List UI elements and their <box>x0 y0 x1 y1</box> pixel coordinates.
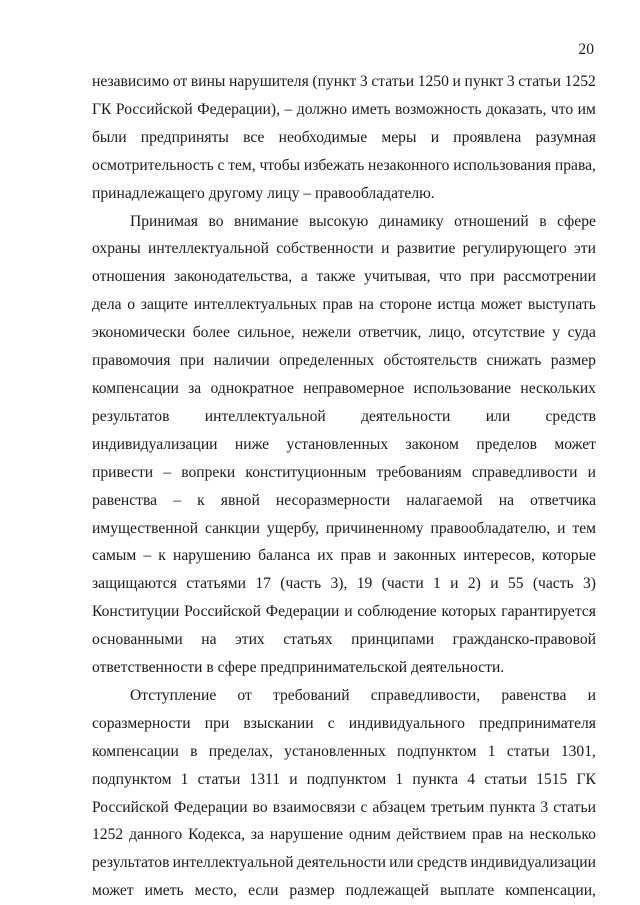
text-line: ГК Российской Федерации), – должно иметь возможность доказать, что им <box>92 100 596 118</box>
paragraph-3 <box>92 682 596 905</box>
text-line: Конституции Российской Федерации и соблюдение которых гарантируется <box>92 603 596 621</box>
text-line: экономически более сильное, нежели ответчик, лицо, отсутствие у суда <box>92 324 596 342</box>
text-line: результатов интеллектуальной деятельности или средств <box>92 407 596 425</box>
text-line: дела о защите интеллектуальных прав на стороне истца может выступать <box>92 296 596 314</box>
text-line: результатов интеллектуальной деятельности или средств индивидуализации <box>92 854 596 872</box>
text-line: индивидуализации ниже установленных законом пределов может <box>92 435 596 453</box>
text-line: имущественной санкции ущербу, причиненному правообладателю, и тем <box>92 519 596 537</box>
text-line: Отступление от требований справедливости, равенства и <box>130 686 596 704</box>
text-line: компенсации в пределах, установленных подпунктом 1 статьи 1301, <box>92 742 596 760</box>
text-line: отношения законодательства, а также учитывая, что при рассмотрении <box>92 268 596 286</box>
text-line: 1252 данного Кодекса, за нарушение одним действием прав на несколько <box>92 826 596 844</box>
text-line: ответственности в сфере предпринимательской деятельности. <box>92 659 505 677</box>
text-line: защищаются статьями 17 (часть 3), 19 (части 1 и 2) и 55 (часть 3) <box>92 575 596 593</box>
text-line: соразмерности при взыскании с индивидуального предпринимателя <box>92 714 596 732</box>
text-line: подпунктом 1 статьи 1311 и подпунктом 1 пункта 4 статьи 1515 ГК <box>92 770 596 788</box>
text-line: Принимая во внимание высокую динамику отношений в сфере <box>130 212 596 230</box>
text-line: принадлежащего другому лицу – правообладателю. <box>92 184 435 202</box>
text-line: Российской Федерации во взаимосвязи с абзацем третьим пункта 3 статьи <box>92 798 596 816</box>
paragraph-2 <box>92 208 596 682</box>
document-body <box>92 68 596 905</box>
text-line: основанными на этих статьях принципами гражданско-правовой <box>92 631 596 649</box>
text-line: осмотрительность с тем, чтобы избежать незаконного использования права, <box>92 156 596 174</box>
text-line: привести – вопреки конституционным требованиям справедливости и <box>92 463 596 481</box>
text-line: независимо от вины нарушителя (пункт 3 статьи 1250 и пункт 3 статьи 1252 <box>92 73 596 90</box>
text-line: компенсации за однократное неправомерное использование нескольких <box>92 379 596 397</box>
text-line: самым – к нарушению баланса их прав и законных интересов, которые <box>92 547 596 565</box>
text-line: равенства – к явной несоразмерности налагаемой на ответчика <box>92 491 596 509</box>
text-line: может иметь место, если размер подлежащей выплате компенсации, <box>92 882 596 900</box>
text-line: были предприняты все необходимые меры и проявлена разумная <box>92 128 596 146</box>
text-line: правомочия при наличии определенных обстоятельств снижать размер <box>92 352 596 370</box>
page-number: 20 <box>578 41 594 58</box>
text-line: охраны интеллектуальной собственности и развитие регулирующего эти <box>92 240 596 258</box>
paragraph-1 <box>92 68 596 208</box>
